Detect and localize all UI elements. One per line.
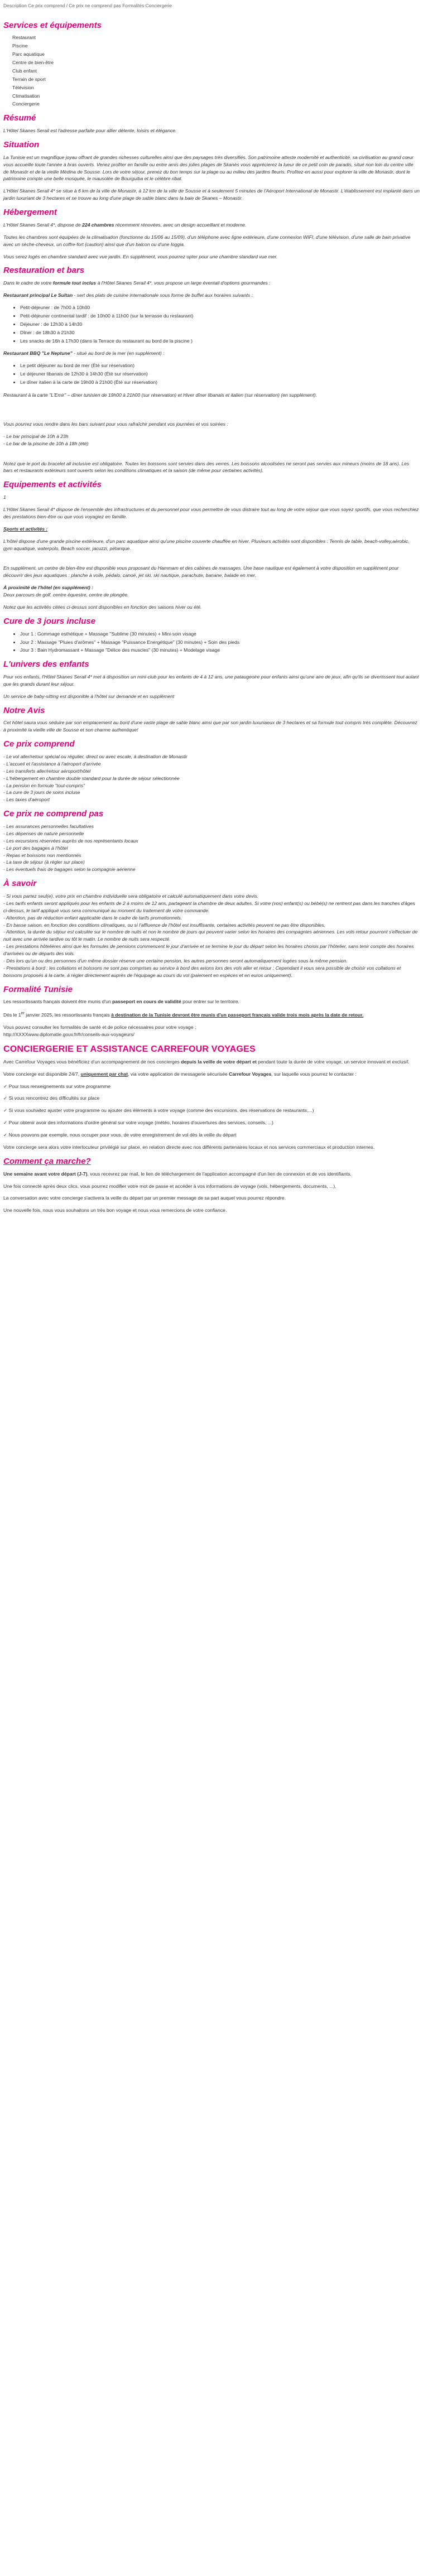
text: , via votre application de messagerie sécurisée <box>128 1071 229 1077</box>
text: Les ressortissants français doivent être munis d'un <box>3 999 113 1005</box>
hebergement-title: Hébergement <box>3 208 57 218</box>
comment-paragraph: Une nouvelle fois, nous vous souhaitons un très bon voyage et nous vous remercions de votre confiance. <box>3 1207 227 1214</box>
text: Votre concierge est disponible 24/7, <box>3 1071 81 1077</box>
restauration-section <box>3 266 420 474</box>
list-item: - Repas et boissons non mentionnés <box>3 852 81 858</box>
main-restaurant-hours <box>3 304 420 344</box>
enfants-title: L'univers des enfants <box>3 659 89 670</box>
emphasis: uniquement par chat <box>80 1071 128 1077</box>
situation-title: Situation <box>3 140 40 150</box>
services-section <box>3 21 420 108</box>
hebergement-section <box>3 208 420 260</box>
proximity-text: Deux parcours de golf, centre équestre, centre de plongée. <box>3 592 129 598</box>
proximity <box>3 584 420 599</box>
diplomatie-link[interactable]: http://XXXXwww.diplomatie.gouv.fr/fr/conseils-aux-voyageurs/ <box>3 1031 134 1037</box>
bbq-restaurant-label: Restaurant BBQ "Le Neptune" <box>3 350 73 357</box>
list-item: • Dîner : de 18h30 à 21h30 <box>20 329 420 336</box>
list-item: • Jour 3 : Bain Hydromassant + Massage "Délice des muscles" (30 minutes) + Modelage visage <box>20 647 420 654</box>
list-item: • Le déjeuner libanais de 12h30 à 14h30 (Été sur réservation) <box>20 370 420 378</box>
spacer <box>3 452 420 460</box>
restauration-note: Notez que le port du bracelet all inclusive est obligatoire. Toutes les boissons sont servies dans des verres. Les boissons alcoolisées ne seront pas servies aux mineurs (moins de 18 ans). Les bars et restaurants extérieurs sont ouverts selon les conditions climatiques et la saison (de même pour certaines activités). <box>3 460 410 474</box>
check-item: ✓ Pour tous renseignements sur votre programme <box>3 1083 111 1089</box>
emphasis: depuis la veille de votre départ et <box>181 1058 257 1065</box>
list-item: - Le vol aller/retour spécial ou régulier, direct ou avec escale, à destination de Monastir <box>3 753 188 759</box>
spacer <box>3 404 420 421</box>
list-item: • Petit-déjeuner : de 7h00 à 10h00 <box>20 304 420 311</box>
text: à l'Hôtel Skanes Serail 4*, vous propose un large éventail d'options gourmandes : <box>96 280 271 286</box>
formule-label: formule tout inclus <box>52 280 97 286</box>
list-item: - Dès lors qu'un ou des personnes d'un même dossier réserve une certaine pension, les autres personnes seront automatiquement logées sous la même pension. <box>3 957 348 964</box>
resume-title: Résumé <box>3 113 36 123</box>
enfants-section <box>3 659 420 700</box>
check-item: ✓ Si vous rencontrez des difficultés sur place <box>3 1095 100 1101</box>
enfants-paragraph: Un service de baby-sitting est disponible à l'hôtel sur demande et en supplément <box>3 693 175 699</box>
list-item: • Les snacks de 16h à 17h30 (dans la Terrace du restaurant au bord de la piscine ) <box>20 338 420 345</box>
situation-paragraph: L'Hôtel Skanes Serail 4* se situe à 6 km de la ville de Monastir, à 12 km de la ville de Sousse et à seulement 5 minutes de l'Aéroport International de Monastir. L'établissement est implanté dans un jardin luxuriant de 3 hectares et se trouve au long d'une plage de sable blanc dans la baie de Skanes – Monastir. <box>3 188 420 201</box>
text: janvier 2025, les ressortissants français <box>24 1012 112 1018</box>
emir-restaurant: Restaurant à la carte "L'Emir" – dîner tunisien de 19h00 à 21h00 (sur réservation) et Hiver dîner libanais et italien (sur réservation) (en supplément). <box>3 392 317 398</box>
bbq-restaurant-hours <box>3 362 420 386</box>
conciergerie-paragraph <box>3 1071 420 1078</box>
superscript: er <box>21 1011 25 1016</box>
rooms-count: 224 chambres <box>82 222 114 228</box>
sports-heading <box>3 526 420 533</box>
list-item: - Les tarifs enfants seront appliqués pour les enfants de 2 à moins de 12 ans, partageant la chambre de deux adultes. Si votre (vos) enfant(s) ou bébé(s) ne rentrent pas dans les tranches d'âges ci-dessus, le tarif appliqué vous sera communiqué au moment du traitement de votre commande. <box>3 900 415 913</box>
comment-section <box>3 1157 420 1214</box>
list-item: Club enfant <box>12 68 37 74</box>
list-item: - Les assurances personnelles facultatives <box>3 823 94 829</box>
check-item: ✓ Nous pouvons par exemple, nous occuper pour vous, de votre enregistrement de vol dès la veille du départ <box>3 1132 237 1138</box>
comprend-section <box>3 739 420 803</box>
list-item: - Le bar principal de 10h à 23h <box>3 433 69 439</box>
list-item: • Le petit déjeuner au bord de mer (Été sur réservation) <box>20 362 420 369</box>
sports-label: Sports et activités : <box>3 526 48 532</box>
bars-intro: Vous pourrez vous rendre dans les bars suivant pour vous rafraîchir pendant vos journées et vos soirées : <box>3 421 228 427</box>
breadcrumb: Description Ce prix comprend / Ce prix ne comprend pas Formalités Conciergerie <box>3 3 172 8</box>
hebergement-paragraph: Vous serez logés en chambre standard avec vue jardin. En supplément, vous pourrez opter pour une chambre standard vue mer. <box>3 253 278 259</box>
text: Dans le cadre de votre <box>3 280 53 286</box>
text: récemment rénovées, avec un design accueillant et moderne. <box>114 222 247 228</box>
hebergement-paragraph: Toutes les chambres sont équipées de la climatisation (fonctionne du 15/06 au 15/09), d'un téléphone avec ligne extérieure, d'une connexion WIFI, d'une télévision, d'une salle de bain privative avec un sèche-cheveux, un coffre-fort (caution) ainsi que d'un balcon ou d'une loggia. <box>3 234 411 247</box>
bars-list <box>3 433 420 447</box>
list-item: Conciergerie <box>12 101 40 107</box>
resume-text: L'Hôtel Skanes Serail est l'adresse parfaite pour allier détente, loisirs et élégance. <box>3 128 177 134</box>
list-item: - Les transferts aller/retour aéroport/hôtel <box>3 768 91 774</box>
ne-comprend-list <box>3 823 420 873</box>
cure-list <box>3 630 420 654</box>
savoir-list <box>3 893 420 979</box>
list-item: • Petit-déjeuner continental tardif : de 10h00 à 11h00 (sur la terrasse du restaurant) <box>20 312 420 320</box>
check-item: ✓ Si vous souhaitez ajuster votre programme ou ajouter des éléments à votre voyage (comme des excursions, des réservations de restaurants,...) <box>3 1108 314 1114</box>
list-item: - Prestations à bord : les collations et boissons ne sont pas comprises au service à bord des avions lors des vols aller et retour ; Cependant il vous sera possible de choisir vos collations et boissons proposés à la carte, à régler directement auprès de l'équipage au cours du vol (paiement en espèces et en euros uniquement). <box>3 965 401 978</box>
formalite-paragraph <box>3 1024 420 1038</box>
list-item: - Si vous partez seul(e), votre prix en chambre individuelle sera obligatoire et calculé automatiquement dans votre devis. <box>3 893 259 899</box>
equipements-paragraph: En supplément, un centre de bien-être est disponible vous proposant du Hammam et des cabines de massages. Une base nautique est également à votre disposition en supplément pour découvrir des jeux aquatiques : planche à voile, pédalo, canoë, jet ski, ski nautique, parachute, banane, balade en mer. <box>3 565 399 579</box>
restauration-intro <box>3 280 420 287</box>
formalite-paragraph <box>3 998 420 1005</box>
list-item: • Jour 2 : Massage "Pluies d'arômes" + Massage "Puissance Energétique" (30 minutes) + Soin des pieds <box>20 639 420 646</box>
equipements-paragraph: L'Hôtel Skanes Serail 4* dispose de l'ensemble des infrastructures et du personnel pour vous permettre de vous distraire tout au long de votre séjour que vous soyez sportifs, que vous recherchiez des prestations bien-être ou que vous voyagiez en famille. <box>3 506 419 519</box>
list-item: • Jour 1 : Gommage esthétique + Massage "Sublime (30 minutes) + Mini-soin visage <box>20 630 420 638</box>
comprend-list <box>3 753 420 803</box>
restauration-title: Restauration et bars <box>3 266 85 276</box>
text: pour entrer sur le territoire. <box>181 999 239 1005</box>
list-item: Piscine <box>12 43 28 49</box>
text: Avec Carrefour Voyages vous bénéficiez d'un accompagnement de nos concierges <box>3 1058 181 1065</box>
check-item: ✓ Pour obtenir avoir des informations d'ordre général sur votre voyage (météo, horaires d'ouvertures des services, conseils, ...) <box>3 1120 273 1126</box>
passport-label: passeport en cours de validité <box>112 999 181 1005</box>
savoir-title: À savoir <box>3 879 37 889</box>
comment-paragraph <box>3 1171 420 1178</box>
main-restaurant-label: Restaurant principal Le Sultan <box>3 292 73 298</box>
list-item: - La cure de 3 jours de soins incluse <box>3 789 80 796</box>
text: Vous pouvez consulter les formalités de santé et de police nécessaires pour votre voyage : <box>3 1024 196 1031</box>
situation-paragraph: La Tunisie est un magnifique joyau offrant de grandes richesses culturelles ainsi que des paysages très diversifiés. Son patrimoine atteste modernité et authenticité, sa civilisation au grand cœur vous accueille toute l'année à bras ouverts. Venez profiter en famille ou entre amis des jolies plages de Skanès vous apprécierez la lueur de ce petit coin de paradis, situé non loin du centre ville de Monastir et de la vieille Médina de Sousse. Lors de votre séjour, prenez du bon temps sur la plage ou au milieu des jardins fleuris. Profitez-en aussi pour explorer la ville de Monastir, dont le patrimoine compte une belle mosquée, le mausolée de Bourguiba et le célèbre ribat. <box>3 154 414 182</box>
list-item: - Les dépenses de nature personnelle <box>3 830 84 836</box>
equipements-title: Equipements et activités <box>3 480 102 490</box>
list-item: Centre de bien-être <box>12 60 54 66</box>
page <box>0 0 423 1225</box>
comment-paragraph: Une fois connecté après deux clics, vous pourrez modifier votre mot de passe et accéder à vos informations de voyage (vols, hébergements, documents, ...). <box>3 1183 337 1189</box>
avis-text: Cet hôtel saura vous séduire par son emplacement au bord d'une vaste plage de sable blanc ainsi que par son jardin luxuriaeux de 3 hectares et sa formule tout compris très complète. Découvrez à proximité la vieille ville de Sousse et son charme authentique! <box>3 720 417 733</box>
list-item: Parc aquatique <box>12 51 45 57</box>
list-item: • Le dîner italien à la carte de 19h00 à 21h00 (Été sur réservation) <box>20 379 420 386</box>
list-item: - Le port des bagages à l'hôtel <box>3 845 68 851</box>
list-item: - Les excursions réservées auprès de nos représentants locaux <box>3 837 138 844</box>
list-item: - Les éventuels frais de bagages selon la compagnie aérienne <box>3 866 136 873</box>
proximity-label: À proximité de l'hôtel (en supplément) : <box>3 585 94 591</box>
situation-section <box>3 140 420 202</box>
text: L'Hôtel Skanes Serail 4*, dispose de <box>3 222 83 228</box>
list-item: - L'accueil et l'assistance à l'aéroport d'arrivée <box>3 760 101 767</box>
conciergerie-section <box>3 1044 420 1151</box>
list-item: - En basse saison, en fonction des conditions climatiques, ou si l'affluence de l'hôtel est insuffisante, certaines activités peuvent ne pas être disponibles. <box>3 922 326 928</box>
list-item: - La pension en formule "tout-compris" <box>3 782 85 788</box>
comment-title: Comment ça marche? <box>3 1156 91 1166</box>
cure-title: Cure de 3 jours incluse <box>3 616 96 626</box>
conciergerie-paragraph <box>3 1058 420 1066</box>
conciergerie-paragraph: Votre concierge sera alors votre interlocuteur privilégié sur place, en relation directe avec nos différents partenaires locaux et nos services commerciaux et production internes. <box>3 1144 375 1150</box>
services-title: Services et équipements <box>3 20 102 30</box>
cure-section <box>3 617 420 654</box>
text: - sert des plats de cuisine internationale sous forme de buffet aux horaires suivants : <box>73 292 253 298</box>
list-item: - Le bar de la piscine de 10h à 18h (été) <box>3 440 89 446</box>
equipements-section <box>3 480 420 611</box>
equipements-number: 1 <box>3 494 6 500</box>
hebergement-paragraph <box>3 222 420 229</box>
text: , sur laquelle vous pourrez le contacter : <box>271 1071 357 1077</box>
bbq-restaurant <box>3 350 420 357</box>
list-item: - L'hébergement en chambre double standard pour la durée de séjour sélectionnée <box>3 775 180 781</box>
list-item: Terrain de sport <box>12 76 46 82</box>
spacer <box>3 557 420 565</box>
list-item: - Attention, pas de réduction enfant applicable dans le cadre de tarifs promotionnels. <box>3 914 182 921</box>
list-item: - Les prestations hôtelières ainsi que les formules de pensions commencent le jour d'arrivée et se termine le jour du départ selon les horaires choisis par l'hôtelier, sans tenir compte des horaires d'arrivées ou de départs des vols. <box>3 943 414 957</box>
list-item: - La taxe de séjour (à régler sur place) <box>3 859 85 865</box>
services-list <box>3 34 420 108</box>
avis-title: Notre Avis <box>3 705 45 715</box>
resume-section <box>3 113 420 134</box>
list-item: - Attention, la durée du séjour est calculée sur le nombre de nuits et non le nombre de jours qui peuvent varier selon les horaires des compagnies aériennes. Les vols retour pourront s'effectuer de nuit avec une arrivée tardive ou tôt le matin. Le nombre de nuits sera respecté. <box>3 929 418 942</box>
formalite-section <box>3 985 420 1038</box>
list-item: - Les taxes d'aéroport <box>3 797 50 803</box>
text: - situé au bord de la mer (en supplément) : <box>72 350 165 357</box>
enfants-paragraph: Pour vos enfants, l'Hôtel Skanes Serail 4* met à disposition un mini-club pour les enfants de 4 à 12 ans, une pataugeoire pour enfants ainsi qu'une aire de jeux, afin qu'ils se divertissent tout aulant que les grands durant leur séjour. <box>3 674 419 687</box>
emphasis: Une semaine avant votre départ (J-7) <box>3 1171 88 1177</box>
passport-rule: à destination de la Tunisie devront être munis d'un passeport français valide trois mois après la date de retour. <box>111 1012 364 1018</box>
list-item: Télévision <box>12 84 34 90</box>
list-item: • Déjeuner : de 12h30 à 14h30 <box>20 321 420 328</box>
list-item: Climatisation <box>12 93 40 99</box>
conciergerie-title: CONCIERGERIE ET ASSISTANCE CARREFOUR VOYAGES <box>3 1044 256 1054</box>
equipements-paragraph: Notez que les activités citées ci-dessus sont disponibles en fonction des saisons hiver ou été. <box>3 604 202 610</box>
formalite-paragraph <box>3 1010 420 1019</box>
comprend-title: Ce prix comprend <box>3 739 75 749</box>
avis-section <box>3 706 420 734</box>
list-item: Restaurant <box>12 35 36 41</box>
text: , vous recevrez par mail, le lien de téléchargement de l'application accompagné d'un lien de connexion et de vos identifiants. <box>87 1171 352 1177</box>
text: pendant toute la durée de votre voyage, un service innovant et exclusif. <box>256 1058 410 1065</box>
formalite-title: Formalité Tunisie <box>3 984 73 994</box>
comment-paragraph: La conversation avec votre concierge s'activera la veille du départ par un premier message de sa part auquel vous pourrez répondre. <box>3 1195 286 1201</box>
ne-comprend-section <box>3 809 420 873</box>
ne-comprend-title: Ce prix ne comprend pas <box>3 809 104 819</box>
savoir-section <box>3 879 420 979</box>
text: Dès le 1 <box>3 1012 21 1018</box>
main-restaurant <box>3 292 420 299</box>
equipements-paragraph: L'hôtel dispose d'une grande piscine extérieure, d'un parc aquatique ainsi qu'une piscine couverte chauffée en hiver. Plusieurs activités sont disponibles : Tennis de table, beach-volley,aérobic, gym aquatique, waterpolo, Beach soccer, jacuzzi, pétanque. <box>3 538 410 551</box>
app-name: Carrefour Voyages <box>229 1071 272 1077</box>
